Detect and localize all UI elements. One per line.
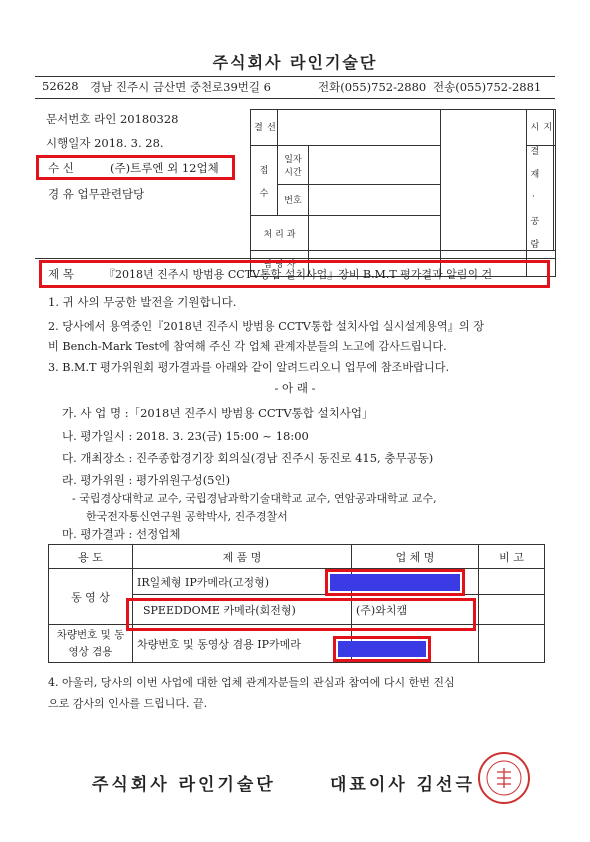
approval-cell-beonho: 번호 (278, 184, 309, 216)
approval-cell-ji: 지 시 (527, 110, 554, 146)
cell-remark (479, 569, 545, 595)
header-remark: 비 고 (479, 545, 545, 569)
header-use: 용 도 (49, 545, 133, 569)
header-vendor: 업 체 명 (352, 545, 479, 569)
recipient: (주)트루엔 외 12업체 (110, 161, 219, 175)
paragraph-3: 3. B.M.T 평가위원회 평가결과를 아래와 같이 알려드리오니 업무에 참조바랍니다. (48, 361, 450, 374)
approval-blank-1 (278, 110, 441, 146)
item-ma: 마. 평가결과 : 선정업체 (62, 527, 181, 541)
approval-cell-gyeoljae: 결 재 · 공 람 (527, 146, 554, 251)
phone: 전화(055)752-2880 (318, 80, 427, 94)
cell-use-video: 동 영 상 (49, 569, 133, 625)
item-da: 다. 개최장소 : 진주종합경기장 회의실(경남 진주시 동진로 415, 충무공동) (62, 451, 434, 465)
approval-blank-3 (554, 110, 556, 146)
cell-vendor: (주)와치캠 (352, 595, 479, 625)
approval-blank-2 (441, 110, 527, 251)
approval-box (250, 109, 556, 277)
recipient-label: 수 신 (48, 161, 74, 175)
item-na: 나. 평가일시 : 2018. 3. 23(금) 15:00 ~ 18:00 (62, 429, 309, 443)
paragraph-4a: 4. 아울러, 당사의 이번 사업에 대한 업체 관계자분들의 관심과 참여에 다시 한번 진심 (48, 676, 455, 689)
cell-remark (479, 595, 545, 625)
company-title: 주식회사 라인기술단 (212, 53, 378, 72)
paragraph-2a: 2. 당사에서 용역중인『2018년 진주시 방범용 CCTV통합 설치사업 실시설계용역』의 장 (48, 320, 485, 333)
approval-cell-jeopsu: 접 수 (251, 146, 278, 216)
fax: 전송(055)752-2881 (433, 80, 542, 94)
paragraph-1: 1. 귀 사의 무궁한 발전을 기원합니다. (48, 295, 237, 309)
subject-divider-top (35, 258, 555, 259)
subject-text: 『2018년 진주시 방범용 CCTV통합 설치사업』장비 B.M.T 평가결과 알림의 건 (104, 268, 493, 281)
item-ga: 가. 사 업 명 :「2018년 진주시 방범용 CCTV통합 설치사업」 (62, 406, 374, 420)
item-ra-line2: 한국전자통신연구원 공학박사, 진주경찰서 (86, 510, 288, 523)
header-product: 제 품 명 (133, 545, 352, 569)
approval-blank-7 (309, 216, 441, 251)
footer-company: 주식회사 라인기술단 (92, 775, 276, 795)
cell-product: IR일체형 IP카메라(고정형) (133, 569, 352, 595)
via-line: 경 유 업무관련담당 (48, 187, 145, 201)
approval-blank-4 (309, 146, 441, 185)
doc-number: 문서번호 라인 20180328 (46, 112, 179, 126)
company-seal-stamp (478, 752, 530, 804)
subject-label: 제 목 (48, 267, 74, 281)
vendor-redaction-3 (338, 641, 426, 657)
vendor-redaction-1 (330, 574, 460, 591)
below-heading: - 아 래 - (274, 381, 316, 395)
row2-highlight (126, 598, 476, 631)
postal-code: 52628 (42, 79, 79, 93)
header-divider-bottom (35, 98, 555, 99)
approval-cell-damdangja: 담 당 자 (251, 251, 309, 277)
item-ra: 라. 평가위원 : 평가위원구성(5인) (62, 473, 231, 487)
cell-use-plate: 차량번호 및 동영상 겸용 (49, 625, 133, 663)
address: 경남 진주시 금산면 중천로39번길 6 (90, 80, 271, 94)
paragraph-2b: 비 Bench-Mark Test에 참여해 주신 각 업체 관계자분들의 노고에 감사드립니다. (48, 340, 447, 353)
approval-cell-seon: 선 결 (251, 110, 278, 146)
approval-blank-5 (554, 146, 556, 251)
cell-product: SPEEDDOME 카메라(회전형) (133, 595, 352, 625)
subject-highlight (39, 260, 550, 288)
footer-ceo: 대표이사 김선극 (330, 775, 475, 795)
approval-cell-cheorigwa: 처 리 과 (251, 216, 309, 251)
paragraph-4b: 으로 감사의 인사를 드립니다. 끝. (48, 697, 208, 710)
issue-date: 시행일자 2018. 3. 28. (46, 136, 164, 150)
table-row (49, 569, 545, 595)
header-divider-top (35, 76, 555, 77)
cell-product: 차량번호 및 동영상 겸용 IP카메라 (133, 625, 352, 663)
approval-cell-ilja: 일자 시간 (278, 146, 309, 185)
item-ra-line1: - 국립경상대학교 교수, 국립경남과학기술대학교 교수, 연암공과대학교 교수, (72, 492, 437, 505)
recipient-highlight (36, 155, 235, 180)
approval-blank-6 (309, 184, 441, 216)
cell-remark (479, 625, 545, 663)
